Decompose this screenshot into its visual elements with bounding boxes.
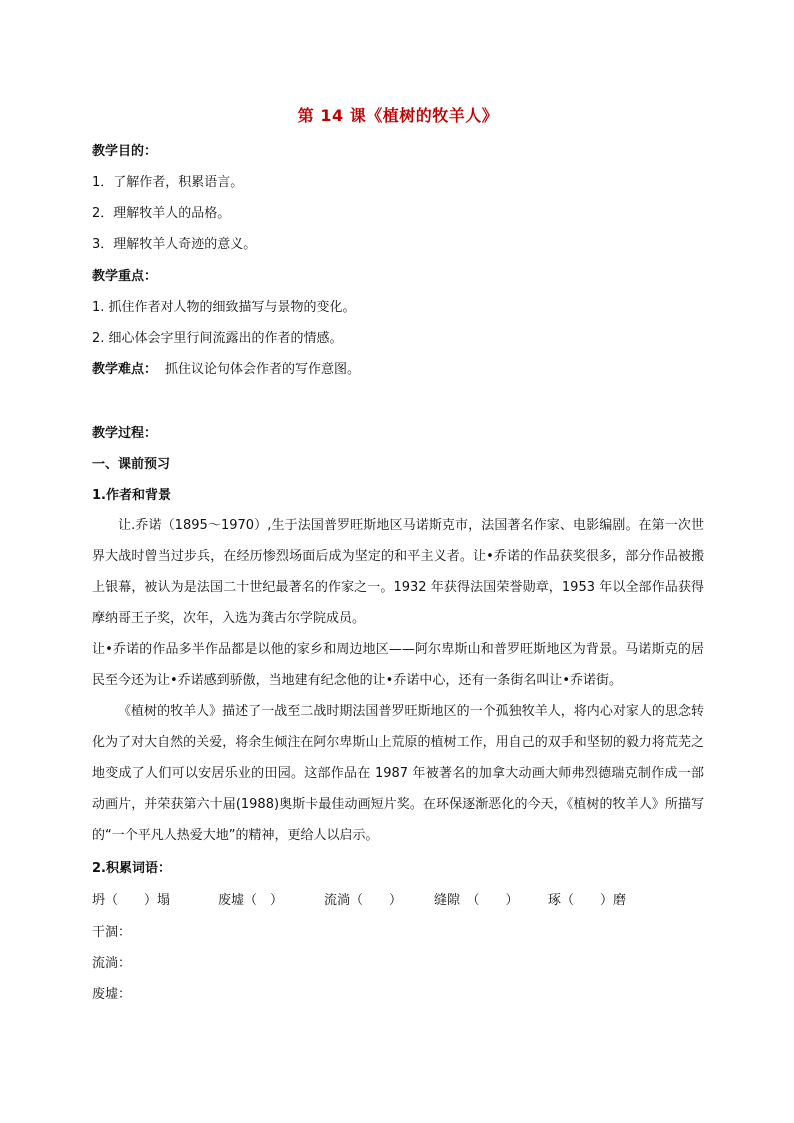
- subsection-heading: 1.作者和背景: [92, 488, 171, 503]
- process-heading: 教学过程：: [92, 426, 158, 441]
- page-title: 第 14 课《植树的牧羊人》: [297, 106, 499, 125]
- document-page: [92, 0, 704, 1123]
- key-points-heading: 教学重点：: [92, 269, 158, 284]
- vocab-row: [92, 893, 626, 909]
- key-point-item: 1. 抓住作者对人物的细致描写与景物的变化。: [92, 300, 356, 315]
- objective-item: 2．理解牧羊人的品格。: [92, 206, 231, 221]
- vocab-item: 琢（ ）磨: [548, 893, 627, 908]
- vocab-item: 缝隙 （ ）: [434, 893, 519, 908]
- objective-item: 1．了解作者，积累语言。: [92, 175, 244, 190]
- difficulty-text: 抓住议论句体会作者的写作意图。: [165, 362, 361, 377]
- section-heading: 一、课前预习: [92, 457, 171, 472]
- subsection-heading: 2.积累词语：: [92, 861, 171, 876]
- vocab-item: 废墟（ ）: [218, 893, 284, 908]
- background-paragraph: 让.乔诺（1895～1970）,生于法国普罗旺斯地区马诺斯克市，法国著名作家、电影编剧。在第一次世界大战时曾当过步兵，在经历惨烈场面后成为坚定的和平主义者。让•乔诺的作品获奖很多，部分作品被搬上银幕，被认为是法国二十世纪最著名的作家之一。1932 年获得法国荣誉勋章，1953 年以全部作品获得摩纳哥王子奖，次年，入选为龚古尔学院成员。: [92, 518, 704, 626]
- term-definition: 干涸：: [92, 925, 132, 940]
- term-definition: 流淌：: [92, 956, 132, 971]
- background-paragraph: 《植树的牧羊人》描述了一战至二战时期法国普罗旺斯地区的一个孤独牧羊人，将内心对家人的思念转化为了对大自然的关爱，将余生倾注在阿尔卑斯山上荒原的植树工作，用自己的双手和坚韧的毅力将荒芜之地变成了人们可以安居乐业的田园。这部作品在 1987 年被著名的加拿大动画大师弗烈德瑞克制作成一部动画片，并荣获第六十届(1988)奥斯卡最佳动画短片奖。在环保逐渐恶化的今天，《植树的牧羊人》所描写的“一个平凡人热爱大地”的精神，更给人以启示。: [92, 704, 704, 843]
- vocab-item: 流淌（ ）: [324, 893, 403, 908]
- key-point-item: 2. 细心体会字里行间流露出的作者的情感。: [92, 331, 343, 346]
- background-paragraph: 让•乔诺的作品多半作品都是以他的家乡和周边地区——阿尔卑斯山和普罗旺斯地区为背景。马诺斯克的居民至今还为让•乔诺感到骄傲，当地建有纪念他的让•乔诺中心，还有一条街名叫让•乔诺街。: [92, 642, 704, 688]
- vocab-item: 坍（ ）塌: [92, 893, 171, 908]
- objectives-heading: 教学目的：: [92, 144, 158, 159]
- difficulty-line: [92, 362, 360, 378]
- difficulty-heading: 教学难点：: [92, 362, 158, 377]
- objective-item: 3．理解牧羊人奇迹的意义。: [92, 237, 257, 252]
- term-definition: 废墟：: [92, 987, 132, 1002]
